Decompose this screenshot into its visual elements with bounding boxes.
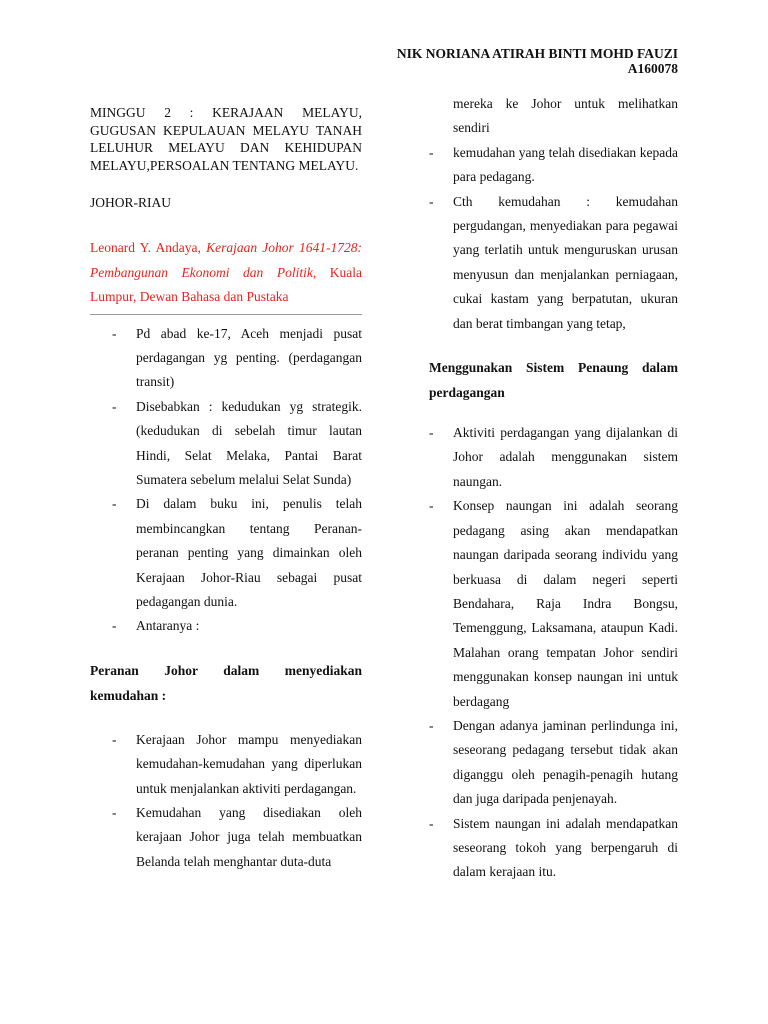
list-item-text: kemudahan yang telah disediakan kepada para pedagang. [453, 144, 678, 185]
book-citation [90, 236, 362, 310]
list-item [429, 421, 678, 494]
list-item-text: Kerajaan Johor mampu menyediakan kemudahan-kemudahan yang diperlukan untuk menjalankan aktiviti perdagangan. [136, 731, 362, 796]
continued-text: mereka ke Johor untuk melihatkan sendiri [453, 96, 678, 136]
list-item-text: Di dalam buku ini, penulis telah membincangkan tentang Peranan-peranan penting yang dimainkan oleh Kerajaan Johor-Riau sebagai pusat pedagangan dunia. [136, 496, 362, 609]
list-item-text: Kemudahan yang disediakan oleh kerajaan Johor juga telah membuatkan Belanda telah menghantar duta-duta [136, 805, 362, 869]
list-item-text: Pd abad ke-17, Aceh menjadi pusat perdagangan yg penting. (perdagangan transit) [136, 325, 362, 390]
bullet-dash: - [112, 496, 117, 512]
citation-author: Leonard Y. Andaya, [90, 240, 201, 255]
penaung-bullet-list [429, 421, 678, 885]
citation-title: Kerajaan Johor 1641-1728: Pembangunan Ekonomi dan Politik, [90, 240, 362, 280]
author-name: NIK NORIANA ATIRAH BINTI MOHD FAUZI [396, 46, 678, 61]
list-item [90, 728, 362, 801]
list-item [429, 714, 678, 812]
list-item-text: Cth kemudahan : kemudahan pergudangan, menyediakan para pegawai yang terlatih untuk menguruskan urusan menyusun dan menjalankan perniagaan, cukai kastam yang berpatutan, ukuran dan berat timbangan yang tetap, [453, 193, 678, 331]
list-item-text: Sistem naungan ini adalah mendapatkan seseorang tokoh yang berpengaruh di dalam kerajaan itu. [453, 815, 678, 880]
section-subtitle: JOHOR-RIAU [90, 195, 171, 210]
list-item [90, 614, 362, 638]
bullet-dash: - [112, 618, 117, 634]
list-item-text: Disebabkan : kedudukan yg strategik. (kedudukan di sebelah timur lautan Hindi, Selat Melaka, Pantai Barat Sumatera sebelum melalui Selat Sunda) [136, 398, 362, 487]
list-item [90, 492, 362, 614]
right-column [429, 92, 678, 885]
bullet-dash: - [112, 398, 117, 414]
list-item [90, 322, 362, 395]
list-item-text: Dengan adanya jaminan perlindunga ini, seseorang pedagang tersebut tidak akan diganggu oleh penagih-penagih hutang dan juga daripada penjenayah. [453, 717, 678, 807]
list-item [90, 395, 362, 493]
facilities-bullet-list [429, 141, 678, 336]
kemudahan-bullet-list [90, 728, 362, 874]
bullet-dash: - [112, 731, 117, 747]
bullet-dash: - [429, 193, 434, 209]
student-id: A160078 [627, 61, 678, 76]
list-item-text: Aktiviti perdagangan yang dijalankan di Johor adalah menggunakan sistem naungan. [453, 425, 678, 489]
list-item [429, 190, 678, 336]
list-item [429, 812, 678, 885]
left-column [90, 104, 362, 874]
bullet-dash: - [429, 717, 434, 733]
list-item [429, 141, 678, 190]
section-heading-kemudahan: Peranan Johor dalam menyediakan kemudahan : [90, 662, 362, 703]
list-item-text: Antaranya : [136, 618, 200, 634]
bullet-dash: - [429, 815, 434, 831]
citation-publisher: Kuala Lumpur, Dewan Bahasa dan Pustaka [90, 264, 363, 304]
list-item [90, 801, 362, 874]
citation-divider [90, 314, 362, 315]
bullet-dash: - [429, 498, 434, 514]
section-heading-penaung: Menggunakan Sistem Penaung dalam perdagangan [429, 360, 678, 401]
bullet-dash: - [429, 144, 434, 160]
list-item-text: Konsep naungan ini adalah seorang pedagang asing akan mendapatkan naungan daripada seorang individu yang berkuasa di dalam negeri seperti Bendahara, Raja Indra Bongsu, Temenggung, Laksamana, ataupun Kadi. Malahan orang tempatan Johor sendiri menggunakan konsep naungan ini untuk berdagang [453, 498, 678, 709]
intro-bullet-list [90, 322, 362, 639]
page-header [397, 46, 678, 76]
bullet-dash: - [112, 325, 117, 341]
document-title: MINGGU 2 : KERAJAAN MELAYU, GUGUSAN KEPULAUAN MELAYU TANAH LELUHUR MELAYU DAN KEHIDUPAN MELAYU,PERSOALAN TENTANG MELAYU. [90, 105, 362, 173]
bullet-dash: - [112, 805, 117, 820]
list-item [429, 494, 678, 714]
bullet-dash: - [429, 425, 434, 441]
